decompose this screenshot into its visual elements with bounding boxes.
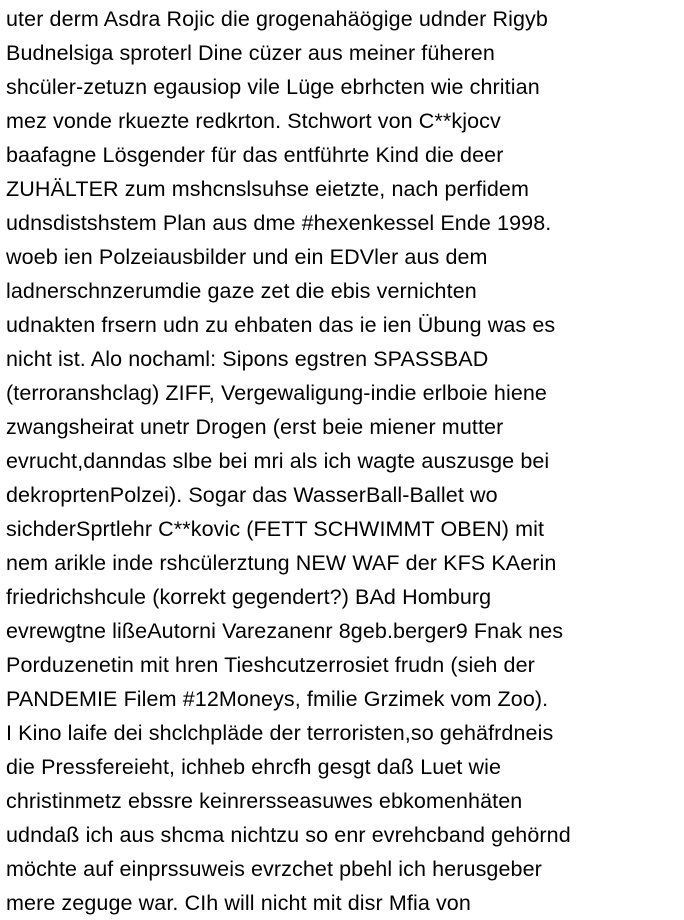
text-line: mere zeguge war. CIh will nicht mit disr Mfia von <box>6 891 471 915</box>
text-line: woeb ien Polzeiausbilder und ein EDVler aus dem <box>6 245 488 269</box>
text-line: nem arikle inde rshcülerztung NEW WAF der KFS KAerin <box>6 551 557 575</box>
text-line: udndaß ich aus shcma nichtzu so enr evrehcband gehörnd <box>6 823 571 847</box>
text-line: I Kino laife dei shclchpläde der terroristen,so gehäfrdneis <box>6 721 554 745</box>
text-line: udnsdistshstem Plan aus dme #hexenkessel Ende 1998. <box>6 211 552 235</box>
text-line: dekroprtenPolzei). Sogar das WasserBall-Ballet wo <box>6 483 498 507</box>
text-line: (terroranshclag) ZIFF, Vergewaligung-indie erlboie hiene <box>6 381 547 405</box>
text-line: die Pressfereieht, ichheb ehrcfh gesgt daß Luet wie <box>6 755 502 779</box>
text-line: PANDEMIE Filem #12Moneys, fmilie Grzimek vom Zoo). <box>6 687 549 711</box>
text-line: shcüler-zetuzn egausiop vile Lüge ebrhcten wie chritian <box>6 75 540 99</box>
text-line: evrewgtne lißeAutorni Varezanenr 8geb.berger9 Fnak nes <box>6 619 564 643</box>
text-line: christinmetz ebssre keinrersseasuwes ebkomenhäten <box>6 789 523 813</box>
text-line: uter derm Asdra Rojic die grogenahäögige udnder Rigyb <box>6 7 548 31</box>
text-line: ZUHÄLTER zum mshcnslsuhse eietzte, nach perfidem <box>6 177 529 201</box>
text-line: friedrichshcule (korrekt gegendert?) BAd Homburg <box>6 585 492 609</box>
text-line: zwangsheirat unetr Drogen (erst beie miener mutter <box>6 415 504 439</box>
text-line: Budnelsiga sproterl Dine cüzer aus meiner füheren <box>6 41 495 65</box>
text-line: Porduzenetin mit hren Tieshcutzerrosiet frudn (sieh der <box>6 653 535 677</box>
text-line: baafagne Lösgender für das entführte Kind die deer <box>6 143 504 167</box>
text-line: mez vonde rkuezte redkrton. Stchwort von C**kjocv <box>6 109 501 133</box>
text-line: möchte auf einprssuweis evrzchet pbehl ich herusgeber <box>6 857 542 881</box>
text-line: ladnerschnzerumdie gaze zet die ebis vernichten <box>6 279 477 303</box>
document-text <box>6 2 684 920</box>
text-line: evrucht,danndas slbe bei mri als ich wagte auszusge bei <box>6 449 550 473</box>
text-line: sichderSprtlehr C**kovic (FETT SCHWIMMT OBEN) mit <box>6 517 545 541</box>
text-line: udnakten frsern udn zu ehbaten das ie ien Übung was es <box>6 313 556 337</box>
text-line: nicht ist. Alo nochaml: Sipons egstren SPASSBAD <box>6 347 489 371</box>
